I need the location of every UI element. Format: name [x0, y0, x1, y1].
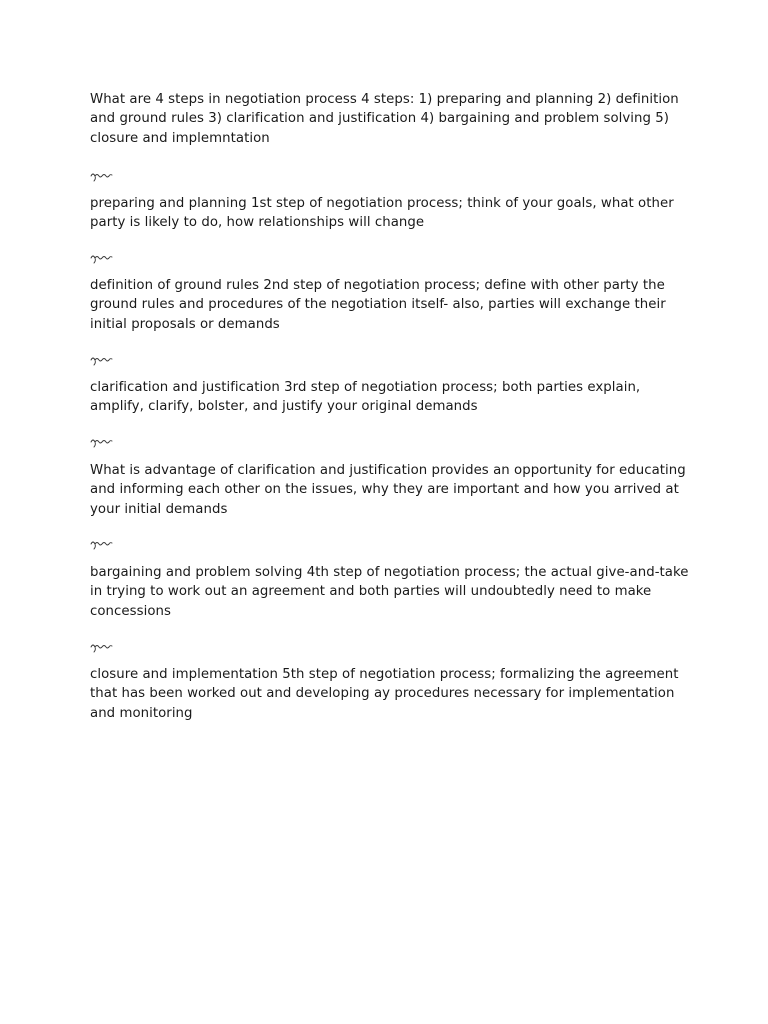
handwritten-divider-icon — [90, 641, 116, 653]
handwritten-divider-icon — [90, 436, 116, 448]
entry-text: definition of ground rules 2nd step of negotiation process; define with other party the ground rules and procedures of the negotiation itself- also, parties will exchange their initial proposals or demands — [90, 278, 666, 332]
handwritten-divider-icon — [90, 354, 116, 366]
handwritten-divider-icon — [90, 252, 116, 264]
entry-text: What are 4 steps in negotiation process 4 steps: 1) preparing and planning 2) definition and ground rules 3) clarification and justification 4) bargaining and problem solving 5) closure and implemntation — [90, 92, 679, 146]
handwritten-divider-icon — [90, 538, 116, 550]
entry-text: closure and implementation 5th step of negotiation process; formalizing the agreement that has been worked out and developing ay procedures necessary for implementation and monitoring — [90, 667, 679, 721]
handwritten-divider-icon — [90, 170, 116, 182]
entry-text: preparing and planning 1st step of negotiation process; think of your goals, what other party is likely to do, how relationships will change — [90, 196, 674, 231]
entry-text: clarification and justification 3rd step of negotiation process; both parties explain, amplify, clarify, bolster, and justify your original demands — [90, 380, 641, 415]
entry-text: bargaining and problem solving 4th step of negotiation process; the actual give-and-take in trying to work out an agreement and both parties will undoubtedly need to make concessions — [90, 565, 689, 619]
entry-text: What is advantage of clarification and justification provides an opportunity for educating and informing each other on the issues, why they are important and how you arrived at your initial demands — [90, 463, 686, 517]
